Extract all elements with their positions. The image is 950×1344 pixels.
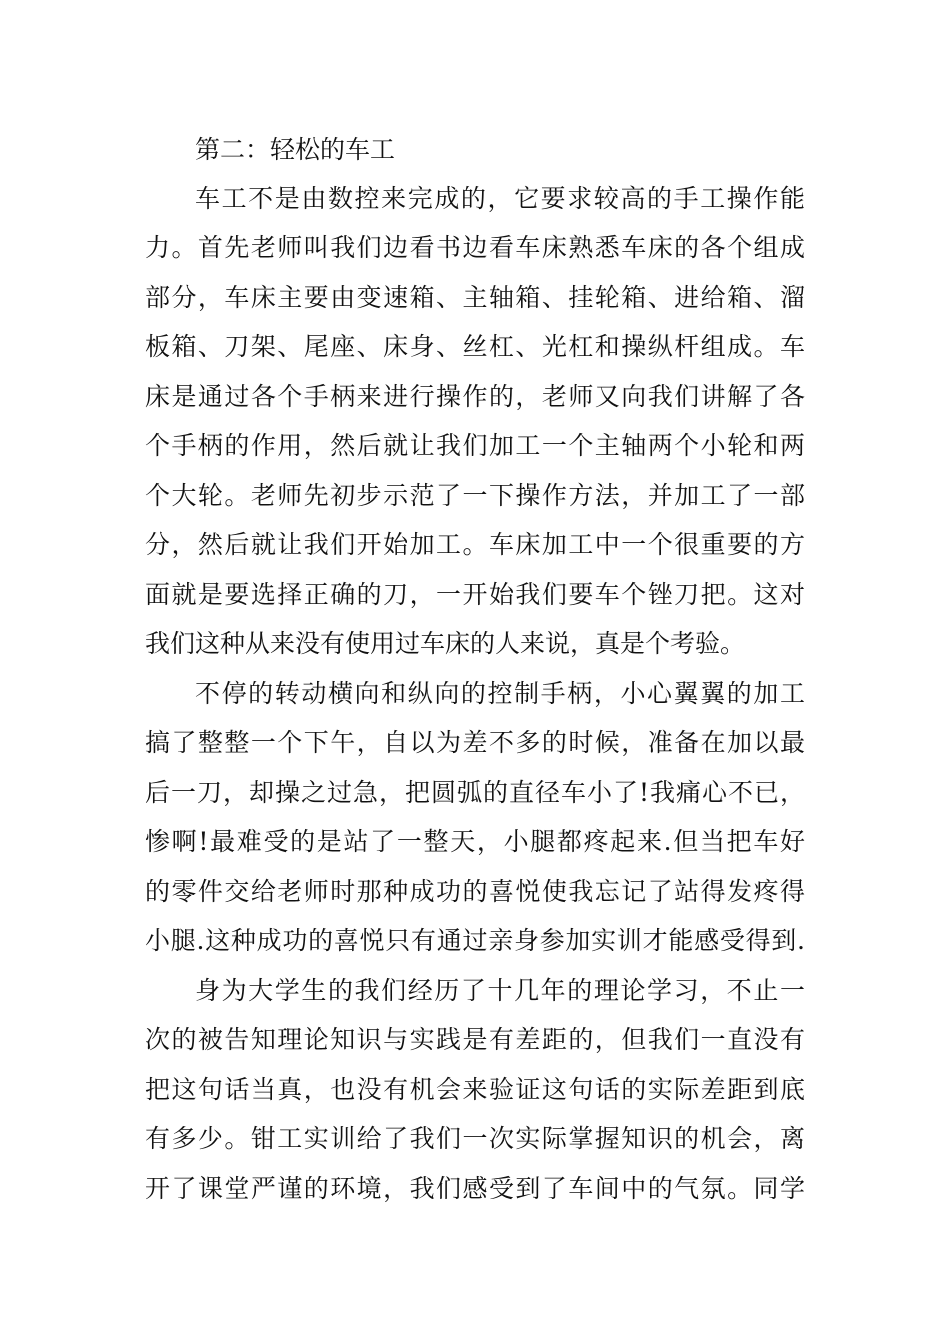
- paragraph-2-line-2: 搞了整整一个下午，自以为差不多的时候，准备在加以最: [145, 728, 805, 757]
- paragraph-1-line-7: 个大轮。老师先初步示范了一下操作方法，并加工了一部: [145, 481, 805, 510]
- paragraph-1-line-3: 部分，车床主要由变速箱、主轴箱、挂轮箱、进给箱、溜: [145, 283, 805, 312]
- paragraph-1-line-9: 面就是要选择正确的刀，一开始我们要车个锉刀把。这对: [145, 580, 805, 609]
- paragraph-2-line-4: 惨啊!最难受的是站了一整天，小腿都疼起来.但当把车好: [145, 827, 805, 856]
- paragraph-2-line-5: 的零件交给老师时那种成功的喜悦使我忘记了站得发疼得: [145, 877, 805, 906]
- paragraph-2-line-3: 后一刀，却操之过急，把圆弧的直径车小了!我痛心不已，: [145, 778, 805, 807]
- paragraph-1-line-10: 我们这种从来没有使用过车床的人来说，真是个考验。: [145, 629, 746, 658]
- paragraph-1-line-2: 力。首先老师叫我们边看书边看车床熟悉车床的各个组成: [145, 233, 805, 262]
- paragraph-2-line-6: 小腿.这种成功的喜悦只有通过亲身参加实训才能感受得到.: [145, 926, 805, 955]
- paragraph-3-line-1: 身为大学生的我们经历了十几年的理论学习，不止一: [195, 976, 805, 1005]
- paragraph-2-line-1: 不停的转动横向和纵向的控制手柄，小心翼翼的加工: [195, 679, 805, 708]
- paragraph-1-line-5: 床是通过各个手柄来进行操作的，老师又向我们讲解了各: [145, 382, 805, 411]
- paragraph-1-line-6: 个手柄的作用，然后就让我们加工一个主轴两个小轮和两: [145, 431, 805, 460]
- paragraph-3-line-2: 次的被告知理论知识与实践是有差距的，但我们一直没有: [145, 1025, 805, 1054]
- section-heading: 第二：轻松的车工: [195, 135, 396, 164]
- paragraph-1-line-4: 板箱、刀架、尾座、床身、丝杠、光杠和操纵杆组成。车: [145, 332, 805, 361]
- paragraph-3-line-5: 开了课堂严谨的环境，我们感受到了车间中的气氛。同学: [145, 1174, 805, 1203]
- paragraph-3-line-3: 把这句话当真，也没有机会来验证这句话的实际差距到底: [145, 1075, 805, 1104]
- paragraph-3-line-4: 有多少。钳工实训给了我们一次实际掌握知识的机会，离: [145, 1124, 805, 1153]
- paragraph-1-line-8: 分，然后就让我们开始加工。车床加工中一个很重要的方: [145, 530, 805, 559]
- paragraph-1-line-1: 车工不是由数控来完成的，它要求较高的手工操作能: [195, 184, 805, 213]
